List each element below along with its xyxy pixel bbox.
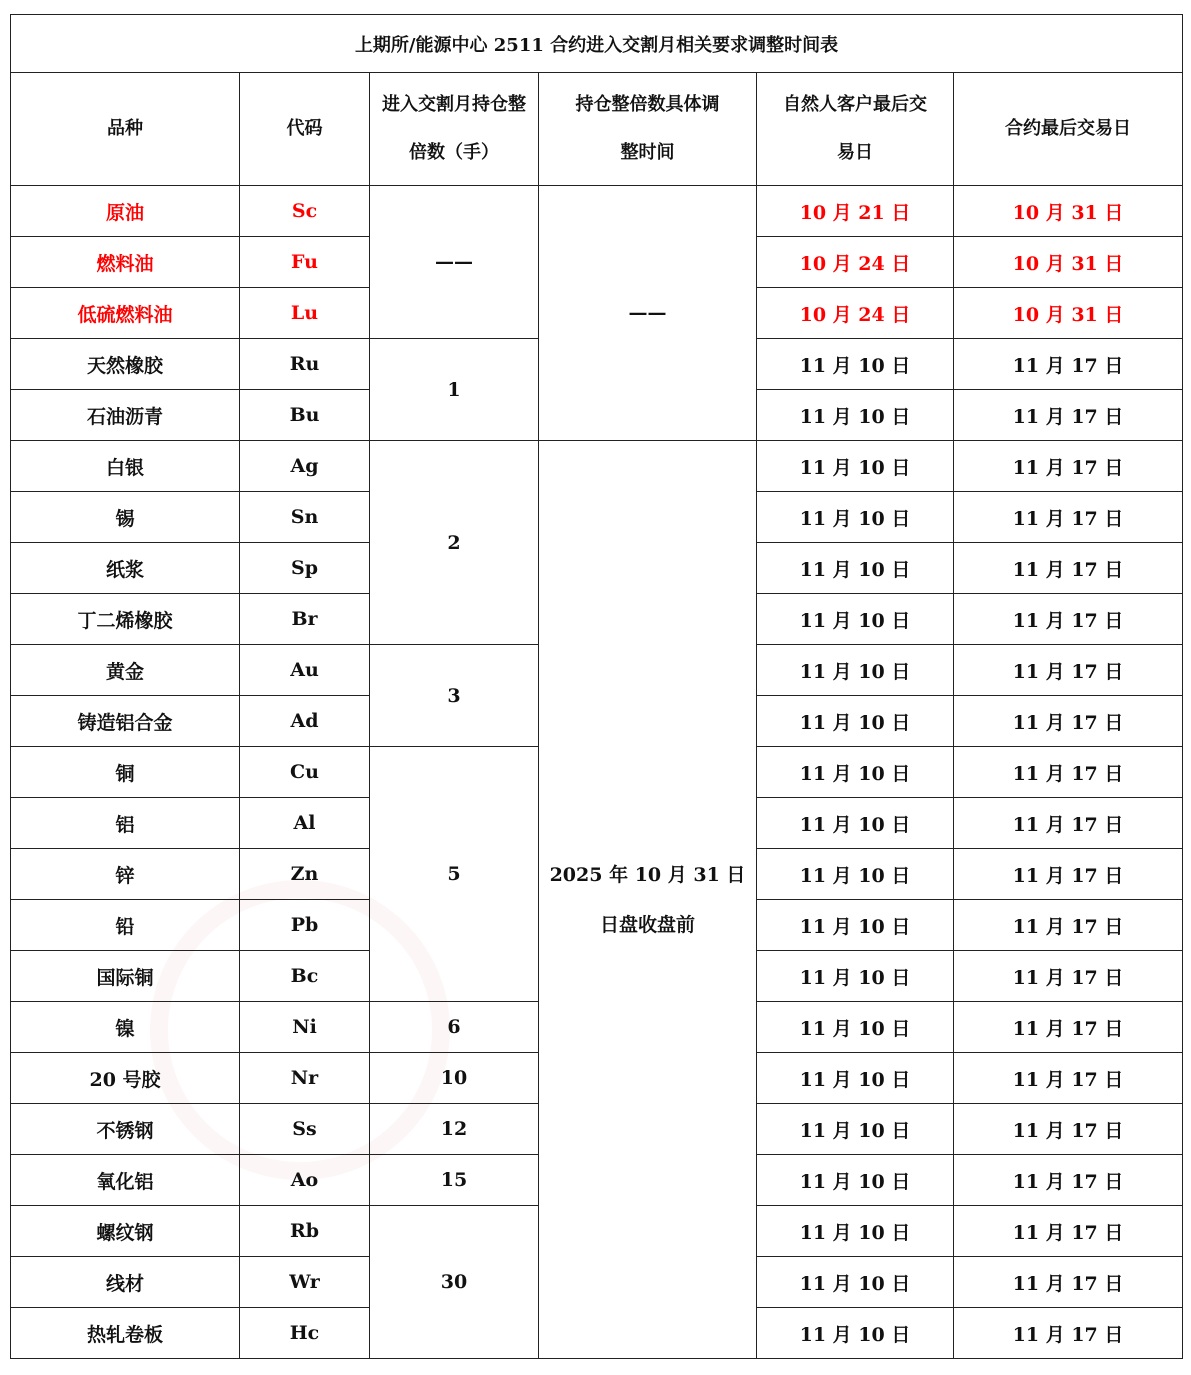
natural-last-day-cell: 11 月 10 日 bbox=[757, 1206, 954, 1257]
schedule-table-container bbox=[10, 14, 1182, 1359]
table-row bbox=[11, 186, 1183, 237]
natural-last-day-cell: 11 月 10 日 bbox=[757, 747, 954, 798]
contract-last-day-cell: 11 月 17 日 bbox=[954, 1155, 1183, 1206]
variety-cell: 白银 bbox=[11, 441, 240, 492]
variety-cell: 不锈钢 bbox=[11, 1104, 240, 1155]
contract-last-day-cell: 11 月 17 日 bbox=[954, 849, 1183, 900]
natural-last-day-cell: 11 月 10 日 bbox=[757, 1002, 954, 1053]
natural-last-day-cell: 11 月 10 日 bbox=[757, 951, 954, 1002]
multiple-cell: 3 bbox=[370, 645, 539, 747]
multiple-cell: 2 bbox=[370, 441, 539, 645]
variety-cell: 线材 bbox=[11, 1257, 240, 1308]
variety-cell: 低硫燃料油 bbox=[11, 288, 240, 339]
natural-last-day-cell: 10 月 24 日 bbox=[757, 288, 954, 339]
header-natural-last-day-text: 自然人客户最后交易日 bbox=[783, 94, 927, 163]
natural-last-day-cell: 11 月 10 日 bbox=[757, 696, 954, 747]
natural-last-day-cell: 11 月 10 日 bbox=[757, 441, 954, 492]
adjust-time-cell: —— bbox=[539, 186, 757, 441]
table-row bbox=[11, 441, 1183, 492]
contract-last-day-cell: 11 月 17 日 bbox=[954, 390, 1183, 441]
header-row bbox=[11, 73, 1183, 186]
code-cell: Ru bbox=[240, 339, 370, 390]
contract-last-day-cell: 11 月 17 日 bbox=[954, 1206, 1183, 1257]
code-cell: Sc bbox=[240, 186, 370, 237]
variety-cell: 热轧卷板 bbox=[11, 1308, 240, 1359]
code-cell: Br bbox=[240, 594, 370, 645]
code-cell: Ad bbox=[240, 696, 370, 747]
code-cell: Fu bbox=[240, 237, 370, 288]
code-cell: Al bbox=[240, 798, 370, 849]
contract-last-day-cell: 11 月 17 日 bbox=[954, 798, 1183, 849]
multiple-cell: 30 bbox=[370, 1206, 539, 1359]
header-multiple bbox=[370, 73, 539, 186]
contract-last-day-cell: 11 月 17 日 bbox=[954, 645, 1183, 696]
code-cell: Bc bbox=[240, 951, 370, 1002]
code-cell: Hc bbox=[240, 1308, 370, 1359]
natural-last-day-cell: 11 月 10 日 bbox=[757, 594, 954, 645]
contract-last-day-cell: 10 月 31 日 bbox=[954, 186, 1183, 237]
contract-last-day-cell: 11 月 17 日 bbox=[954, 339, 1183, 390]
code-cell: Wr bbox=[240, 1257, 370, 1308]
variety-cell: 燃料油 bbox=[11, 237, 240, 288]
multiple-cell: 10 bbox=[370, 1053, 539, 1104]
header-natural-last-day bbox=[757, 73, 954, 186]
variety-cell: 铝 bbox=[11, 798, 240, 849]
contract-last-day-cell: 11 月 17 日 bbox=[954, 543, 1183, 594]
variety-cell: 铅 bbox=[11, 900, 240, 951]
code-cell: Nr bbox=[240, 1053, 370, 1104]
code-cell: Rb bbox=[240, 1206, 370, 1257]
natural-last-day-cell: 11 月 10 日 bbox=[757, 645, 954, 696]
code-cell: Ss bbox=[240, 1104, 370, 1155]
contract-last-day-cell: 11 月 17 日 bbox=[954, 1002, 1183, 1053]
code-cell: Ag bbox=[240, 441, 370, 492]
header-multiple-text: 进入交割月持仓整倍数（手） bbox=[382, 94, 526, 163]
variety-cell: 氧化铝 bbox=[11, 1155, 240, 1206]
adjust-time-cell bbox=[539, 441, 757, 1359]
natural-last-day-cell: 11 月 10 日 bbox=[757, 1104, 954, 1155]
code-cell: Pb bbox=[240, 900, 370, 951]
natural-last-day-cell: 11 月 10 日 bbox=[757, 798, 954, 849]
code-cell: Cu bbox=[240, 747, 370, 798]
multiple-cell: —— bbox=[370, 186, 539, 339]
natural-last-day-cell: 10 月 24 日 bbox=[757, 237, 954, 288]
variety-cell: 纸浆 bbox=[11, 543, 240, 594]
contract-last-day-cell: 11 月 17 日 bbox=[954, 594, 1183, 645]
variety-cell: 铸造铝合金 bbox=[11, 696, 240, 747]
contract-last-day-cell: 11 月 17 日 bbox=[954, 951, 1183, 1002]
natural-last-day-cell: 11 月 10 日 bbox=[757, 1155, 954, 1206]
code-cell: Bu bbox=[240, 390, 370, 441]
variety-cell: 国际铜 bbox=[11, 951, 240, 1002]
code-cell: Au bbox=[240, 645, 370, 696]
code-cell: Ao bbox=[240, 1155, 370, 1206]
variety-cell: 原油 bbox=[11, 186, 240, 237]
code-cell: Sp bbox=[240, 543, 370, 594]
header-contract-last-day: 合约最后交易日 bbox=[954, 73, 1183, 186]
code-cell: Lu bbox=[240, 288, 370, 339]
header-variety: 品种 bbox=[11, 73, 240, 186]
variety-cell: 黄金 bbox=[11, 645, 240, 696]
multiple-cell: 6 bbox=[370, 1002, 539, 1053]
adjust-time-session: 日盘收盘前 bbox=[599, 913, 695, 936]
variety-cell: 天然橡胶 bbox=[11, 339, 240, 390]
multiple-cell: 12 bbox=[370, 1104, 539, 1155]
header-adjust-time-text: 持仓整倍数具体调整时间 bbox=[575, 94, 720, 163]
variety-cell: 锡 bbox=[11, 492, 240, 543]
natural-last-day-cell: 11 月 10 日 bbox=[757, 492, 954, 543]
contract-last-day-cell: 11 月 17 日 bbox=[954, 492, 1183, 543]
natural-last-day-cell: 11 月 10 日 bbox=[757, 1257, 954, 1308]
variety-cell: 螺纹钢 bbox=[11, 1206, 240, 1257]
natural-last-day-cell: 11 月 10 日 bbox=[757, 900, 954, 951]
header-code: 代码 bbox=[240, 73, 370, 186]
code-cell: Ni bbox=[240, 1002, 370, 1053]
variety-cell: 丁二烯橡胶 bbox=[11, 594, 240, 645]
variety-cell: 20 号胶 bbox=[11, 1053, 240, 1104]
contract-last-day-cell: 11 月 17 日 bbox=[954, 900, 1183, 951]
variety-cell: 铜 bbox=[11, 747, 240, 798]
code-cell: Zn bbox=[240, 849, 370, 900]
multiple-cell: 15 bbox=[370, 1155, 539, 1206]
natural-last-day-cell: 11 月 10 日 bbox=[757, 390, 954, 441]
contract-last-day-cell: 10 月 31 日 bbox=[954, 288, 1183, 339]
variety-cell: 石油沥青 bbox=[11, 390, 240, 441]
natural-last-day-cell: 11 月 10 日 bbox=[757, 1308, 954, 1359]
contract-last-day-cell: 10 月 31 日 bbox=[954, 237, 1183, 288]
natural-last-day-cell: 11 月 10 日 bbox=[757, 339, 954, 390]
natural-last-day-cell: 11 月 10 日 bbox=[757, 849, 954, 900]
delivery-schedule-table bbox=[10, 14, 1183, 1359]
multiple-cell: 5 bbox=[370, 747, 539, 1002]
natural-last-day-cell: 10 月 21 日 bbox=[757, 186, 954, 237]
contract-last-day-cell: 11 月 17 日 bbox=[954, 1053, 1183, 1104]
multiple-cell: 1 bbox=[370, 339, 539, 441]
contract-last-day-cell: 11 月 17 日 bbox=[954, 1257, 1183, 1308]
adjust-time-date: 2025 年 10 月 31 日 bbox=[549, 863, 746, 886]
code-cell: Sn bbox=[240, 492, 370, 543]
header-adjust-time bbox=[539, 73, 757, 186]
variety-cell: 锌 bbox=[11, 849, 240, 900]
contract-last-day-cell: 11 月 17 日 bbox=[954, 1308, 1183, 1359]
table-title: 上期所/能源中心 2511 合约进入交割月相关要求调整时间表 bbox=[11, 15, 1183, 73]
variety-cell: 镍 bbox=[11, 1002, 240, 1053]
contract-last-day-cell: 11 月 17 日 bbox=[954, 747, 1183, 798]
natural-last-day-cell: 11 月 10 日 bbox=[757, 1053, 954, 1104]
natural-last-day-cell: 11 月 10 日 bbox=[757, 543, 954, 594]
contract-last-day-cell: 11 月 17 日 bbox=[954, 696, 1183, 747]
contract-last-day-cell: 11 月 17 日 bbox=[954, 1104, 1183, 1155]
contract-last-day-cell: 11 月 17 日 bbox=[954, 441, 1183, 492]
